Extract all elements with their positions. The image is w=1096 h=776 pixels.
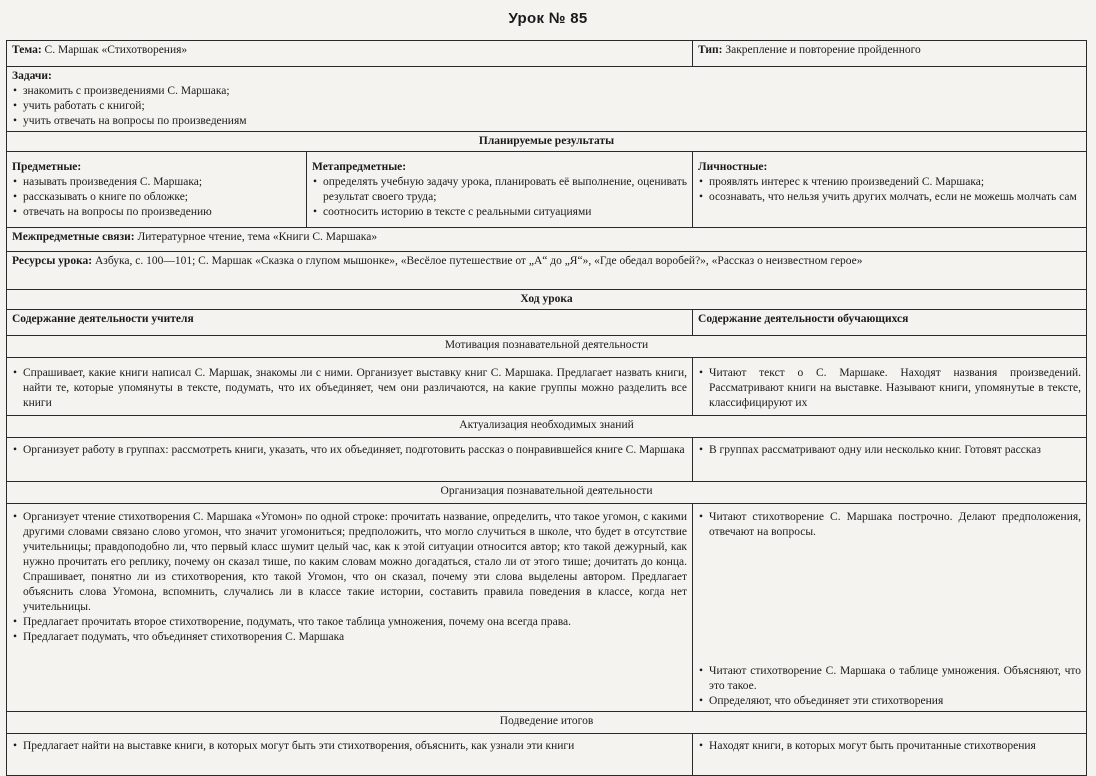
list-item: • проявлять интерес к чтению произведений С. Маршака; (698, 175, 1081, 190)
stage-heading: Мотивация познавательной деятельности (7, 336, 1087, 358)
tip-cell (693, 41, 1087, 67)
list-item: • учить отвечать на вопросы по произведениям (12, 114, 1081, 129)
list-item: • В группах рассматривают одну или несколько книг. Готовят рассказ (698, 443, 1081, 458)
list-item: • Находят книги, в которых могут быть прочитанные стихотворения (698, 739, 1081, 754)
stage-students-list (698, 443, 1081, 458)
list-item: • отвечать на вопросы по произведению (12, 205, 301, 220)
stage-teacher-list (12, 443, 687, 458)
stage-students-cell (693, 358, 1087, 416)
stage-students-cell (693, 734, 1087, 776)
stage-students-cell (693, 438, 1087, 482)
metapredmetnye-label: Метапредметные: (312, 161, 407, 173)
stage-content-row (7, 734, 1087, 776)
tema-cell (7, 41, 693, 67)
stage-teacher-cell (7, 438, 693, 482)
list-item: • определять учебную задачу урока, планировать её выполнение, оценивать результат своего труда; (312, 175, 687, 205)
stage-students-list (698, 510, 1081, 709)
stage-students-list (698, 739, 1081, 754)
lesson-plan-table (6, 40, 1087, 776)
list-item: • Читают стихотворение С. Маршака построчно. Делают предположения, отвечают на вопросы. (698, 510, 1081, 540)
zadachi-list (12, 84, 1081, 129)
resources-value: Азбука, с. 100—101; С. Маршак «Сказка о глупом мышонке», «Весёлое путешествие от „А“ до „Я“», «Где обедал воробей?», «Рассказ о неизвестном герое» (94, 255, 863, 267)
resources-label: Ресурсы урока: (12, 255, 93, 267)
stage-heading: Организация познавательной деятельности (7, 482, 1087, 504)
stage-heading-row (7, 416, 1087, 438)
resources-cell (7, 252, 1087, 290)
hod-columns-row (7, 310, 1087, 336)
stage-heading-row (7, 712, 1087, 734)
list-item: • Организует работу в группах: рассмотреть книги, указать, что их объединяет, подготовить рассказ о понравившейся книге С. Маршака (12, 443, 687, 458)
list-item: • называть произведения С. Маршака; (12, 175, 301, 190)
list-item: • Определяют, что объединяет эти стихотворения (698, 694, 1081, 709)
planned-results-heading-row (7, 132, 1087, 152)
stage-heading-row (7, 336, 1087, 358)
predmetnye-cell (7, 152, 307, 228)
metapredmetnye-cell (307, 152, 693, 228)
list-item: • рассказывать о книге по обложке; (12, 190, 301, 205)
zadachi-cell (7, 67, 1087, 132)
tema-label: Тема: (12, 44, 42, 56)
stage-teacher-list (12, 739, 687, 754)
predmetnye-label: Предметные: (12, 161, 82, 173)
list-item: • Читают стихотворение С. Маршака о таблице умножения. Объясняют, что это такое. (698, 664, 1081, 694)
stage-heading: Подведение итогов (7, 712, 1087, 734)
stage-teacher-cell (7, 734, 693, 776)
list-item: • Предлагает найти на выставке книги, в которых могут быть эти стихотворения, объяснить, как узнали эти книги (12, 739, 687, 754)
list-item: • Спрашивает, какие книги написал С. Маршак, знакомы ли с ними. Организует выставку книг С. Маршака. Предлагает назвать книги, найти те, которые упомянуты в тексте, подумать, что их объединяет, чем они различаются, на какие группы можно разделить все книги (12, 366, 687, 411)
list-item: • Предлагает подумать, что объединяет стихотворения С. Маршака (12, 630, 687, 645)
zadachi-row (7, 67, 1087, 132)
list-item: • соотносить историю в тексте с реальными ситуациями (312, 205, 687, 220)
mezhpredmet-cell (7, 228, 1087, 252)
hod-heading-row (7, 290, 1087, 310)
page-title: Урок № 85 (508, 10, 588, 27)
hod-heading: Ход урока (7, 290, 1087, 310)
col-teacher-header: Содержание деятельности учителя (7, 310, 693, 336)
stage-students-cell (693, 504, 1087, 712)
list-item: • Предлагает прочитать второе стихотворение, подумать, что такое таблица умножения, почему она всегда права. (12, 615, 687, 630)
stage-heading-row (7, 482, 1087, 504)
mezhpredmet-label: Межпредметные связи: (12, 231, 135, 243)
stage-heading: Актуализация необходимых знаний (7, 416, 1087, 438)
zadachi-label: Задачи: (12, 70, 52, 82)
mezhpredmet-value: Литературное чтение, тема «Книги С. Маршака» (137, 231, 378, 243)
tema-value: С. Маршак «Стихотворения» (44, 44, 188, 56)
list-item: • учить работать с книгой; (12, 99, 1081, 114)
stage-content-row (7, 504, 1087, 712)
list-item: • знакомить с произведениями С. Маршака; (12, 84, 1081, 99)
stage-content-row (7, 358, 1087, 416)
list-item: • Организует чтение стихотворения С. Маршака «Угомон» по одной строке: прочитать название, определить, что такое угомон, с какими другими словами связано слово угомон, что значит угомониться; предположить, что могло случиться в школе, что будет в отсутствие учительницы; правдоподобно ли, что первый класс шумит целый час, как к этой ситуации относится автор; кто такой дежурный, как нужно прочитать его реплику, почему он сказал тише, по каким словам можно догадаться, стало ли от этого тише; дочитать до конца. Спрашивает, понятно ли из стихотворения, кто такой Угомон, что он сказал, почему эти слова выделены автором. Предлагает объяснить слова Угомона, вспомнить, случались ли в классе такие истории, составить правила поведения в классе, когда нет учительницы. (12, 510, 687, 615)
mezhpredmet-row (7, 228, 1087, 252)
stage-students-list (698, 366, 1081, 411)
planned-results-row (7, 152, 1087, 228)
stage-teacher-list (12, 366, 687, 411)
resources-row (7, 252, 1087, 290)
tema-row (7, 41, 1087, 67)
metapredmetnye-list (312, 175, 687, 220)
predmetnye-list (12, 175, 301, 220)
stage-teacher-cell (7, 358, 693, 416)
stage-teacher-cell (7, 504, 693, 712)
planned-results-heading: Планируемые результаты (7, 132, 1087, 152)
list-item: • Читают текст о С. Маршаке. Находят названия произведений. Рассматривают книги на выставке. Называют книги, упомянутые в тексте, классифицируют их (698, 366, 1081, 411)
col-students-header: Содержание деятельности обучающихся (693, 310, 1087, 336)
list-item: • осознавать, что нельзя учить других молчать, если не можешь молчать сам (698, 190, 1081, 205)
tip-label: Тип: (698, 44, 723, 56)
stage-content-row (7, 438, 1087, 482)
stage-teacher-list (12, 510, 687, 645)
lichnostnye-list (698, 175, 1081, 205)
tip-value: Закрепление и повторение пройденного (725, 44, 921, 56)
lichnostnye-cell (693, 152, 1087, 228)
lichnostnye-label: Личностные: (698, 161, 768, 173)
